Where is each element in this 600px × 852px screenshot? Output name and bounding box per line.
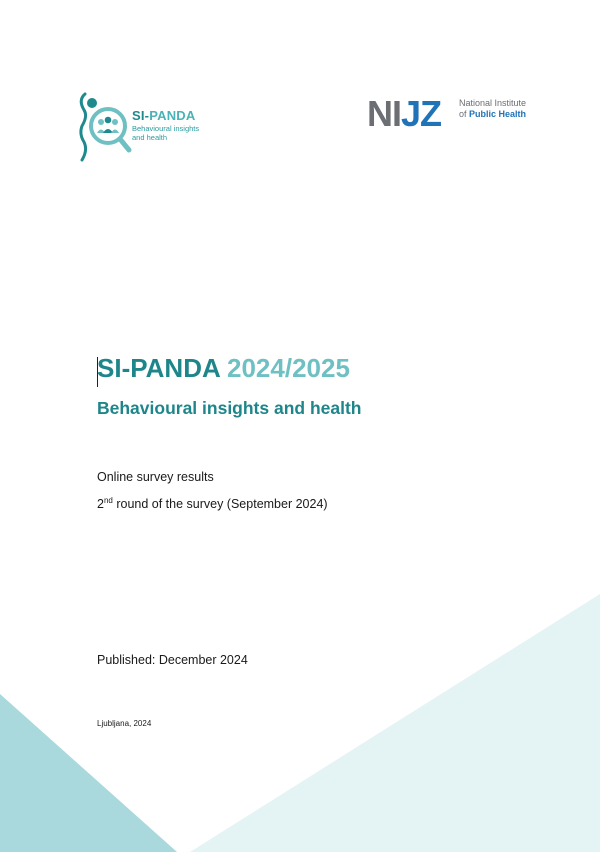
nijz-wordmark: [367, 93, 442, 134]
round-suffix: nd: [103, 496, 113, 505]
title-main: SI-PANDA: [97, 353, 220, 383]
nijz-institute-name: [459, 98, 526, 120]
document-subtitle: Behavioural insights and health: [97, 398, 362, 418]
sipanda-name: [132, 108, 195, 123]
nijz-line2: [459, 109, 526, 120]
nijz-mark-part2: JZ: [401, 93, 442, 134]
sipanda-tagline-line1: Behavioural insights: [132, 124, 200, 133]
place-year: Ljubljana, 2024: [97, 719, 152, 728]
sipanda-name-part1: SI-: [132, 108, 150, 123]
nijz-line2-bold: Public Health: [469, 109, 527, 119]
document-title: [97, 353, 350, 384]
round-number: 2: [97, 497, 104, 511]
sipanda-name-part2: PANDA: [149, 108, 196, 123]
round-text: round of the survey (September 2024): [112, 497, 328, 511]
sipanda-tagline-line2: and health: [132, 133, 168, 142]
magnifier-people-icon: [76, 90, 136, 162]
sipanda-logo: [76, 90, 216, 162]
description: Online survey results: [97, 470, 214, 484]
nijz-line2-prefix: of: [459, 109, 467, 119]
sipanda-tagline: [132, 124, 199, 142]
survey-round: [97, 497, 328, 511]
title-years: 2024/2025: [227, 353, 350, 383]
teal-triangle: [0, 694, 177, 852]
nijz-mark-part1: NI: [367, 93, 401, 134]
pale-triangle: [190, 594, 600, 852]
nijz-logo: [367, 93, 542, 142]
published-date: Published: December 2024: [97, 653, 248, 667]
nijz-line1: National Institute: [459, 98, 527, 108]
